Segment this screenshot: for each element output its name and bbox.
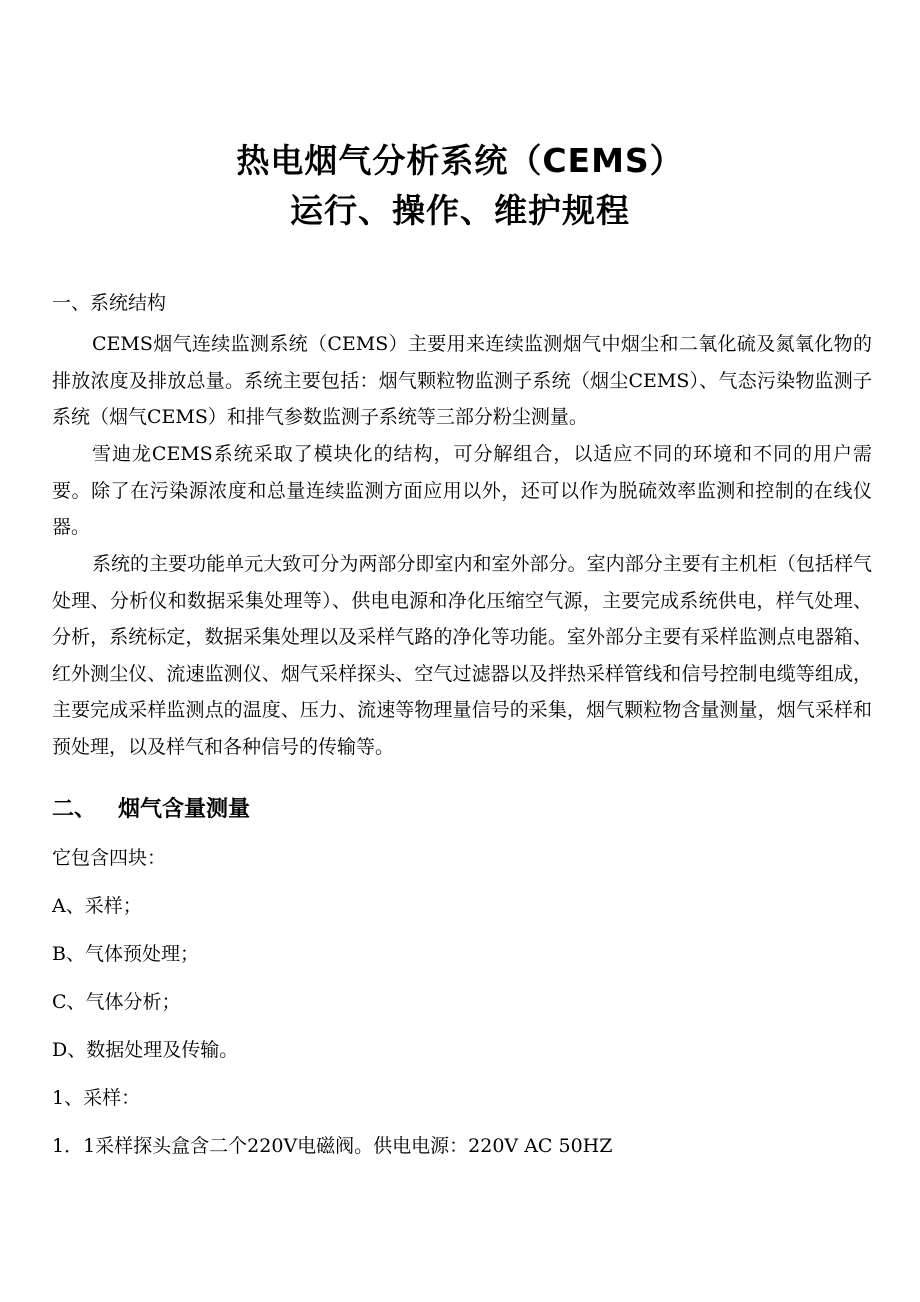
subsection-item-probe: 1．1采样探头盒含二个220V电磁阀。供电电源：220V AC 50HZ — [52, 1135, 613, 1157]
paragraph-modular-design: 雪迪龙CEMS系统采取了模块化的结构，可分解组合，以适应不同的环境和不同的用户需要。除了在污染源浓度和总量连续监测方面应用以外，还可以作为脱硫效率监测和控制的在线仪器。 — [52, 443, 872, 539]
document-subtitle: 运行、操作、维护规程 — [290, 191, 630, 230]
paragraph-cems-overview: CEMS烟气连续监测系统（CEMS）主要用来连续监测烟气中烟尘和二氧化硫及氮氧化物的排放浓度及排放总量。系统主要包括：烟气颗粒物监测子系统（烟尘CEMS）、气态污染物监测子系统（烟气CEMS）和排气参数监测子系统等三部分粉尘测量。 — [52, 333, 872, 429]
list-item: C、气体分析； — [52, 991, 181, 1013]
section-number: 二、 — [52, 797, 97, 822]
paragraph-functional-units: 系统的主要功能单元大致可分为两部分即室内和室外部分。室内部分主要有主机柜（包括样气处理、分析仪和数据采集处理等）、供电电源和净化压缩空气源，主要完成系统供电，样气处理、分析，系统标定，数据采集处理以及采样气路的净化等功能。室外部分主要有采样监测点电器箱、红外测尘仪、流速监测仪、烟气采样探头、空气过滤器以及拌热采样管线和信号控制电缆等组成，主要完成采样监测点的温度、压力、流速等物理量信号的采集，烟气颗粒物含量测量，烟气采样和预处理，以及样气和各种信号的传输等。 — [52, 553, 872, 758]
list-item: A、采样； — [52, 895, 142, 917]
list-item: B、气体预处理； — [52, 943, 199, 965]
section-title: 烟气含量测量 — [118, 797, 251, 822]
document-title: 热电烟气分析系统（CEMS） — [236, 141, 684, 180]
subsection-heading-sampling: 1、采样： — [52, 1087, 141, 1109]
list-item: D、数据处理及传输。 — [52, 1039, 239, 1061]
section-heading-measurement — [52, 795, 250, 825]
section-heading-structure: 一、系统结构 — [52, 292, 167, 314]
list-intro: 它包含四块： — [52, 847, 167, 869]
